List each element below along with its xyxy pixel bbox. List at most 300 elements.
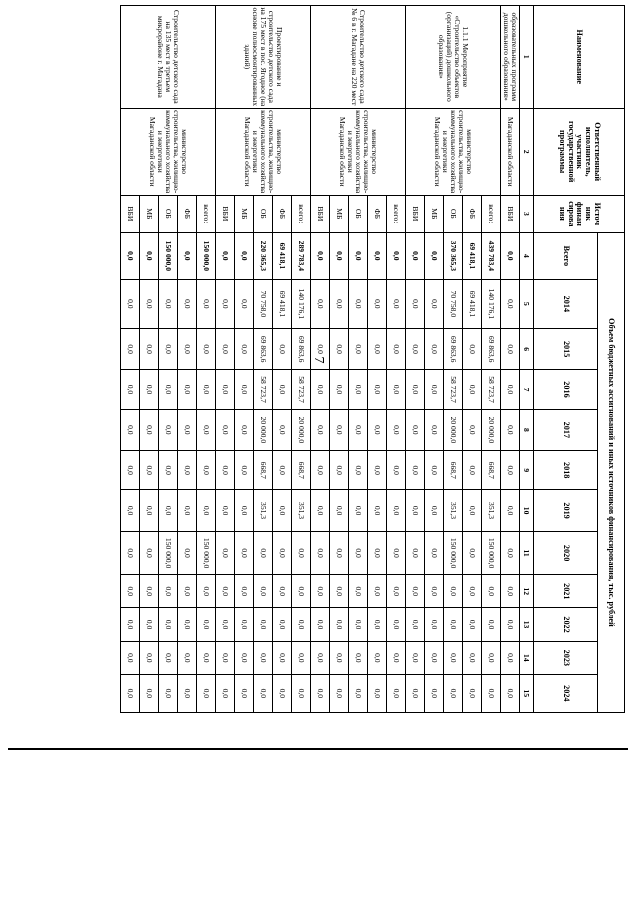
funding-source: ФБ [273, 195, 292, 232]
year-value-2021: 0,0 [140, 575, 159, 608]
year-value-2020: 150 000,0 [482, 531, 501, 575]
year-value-2019: 0,0 [235, 490, 254, 531]
year-value-2018: 0,0 [235, 451, 254, 490]
funding-source: ВБИ [121, 195, 140, 232]
funding-source: ОБ [349, 195, 368, 232]
year-value-2023: 0,0 [235, 641, 254, 674]
year-value-2022: 0,0 [406, 608, 425, 642]
year-value-2022: 0,0 [444, 608, 463, 642]
column-number: 10 [520, 490, 534, 531]
year-value-2019: 0,0 [178, 490, 197, 531]
total-value: 0,0 [368, 232, 387, 279]
year-value-2022: 0,0 [178, 608, 197, 642]
year-value-2023: 0,0 [311, 641, 330, 674]
item-executor: министерство строительства, жилищно-коммунального хозяйства и энергетики Магаданской области [406, 108, 501, 195]
funding-source: ОБ [159, 195, 178, 232]
year-value-2018: 0,0 [140, 451, 159, 490]
header-year-2023: 2023 [534, 641, 598, 674]
year-value-2019: 0,0 [463, 490, 482, 531]
header-year-2021: 2021 [534, 575, 598, 608]
header-executor: Ответственный исполнитель, участник государственной программы [534, 108, 625, 195]
total-value: 0,0 [311, 232, 330, 279]
funding-source: ВБИ [406, 195, 425, 232]
year-value-2014: 0,0 [178, 279, 197, 328]
year-value-2024: 0,0 [387, 674, 406, 712]
year-value-2017: 20 000,0 [482, 409, 501, 450]
year-value-2024: 0,0 [463, 674, 482, 712]
total-value: 0,0 [406, 232, 425, 279]
year-value-2024: 0,0 [425, 674, 444, 712]
year-value-2022: 0,0 [254, 608, 273, 642]
year-value-2023: 0,0 [178, 641, 197, 674]
year-value-2015: 0,0 [368, 328, 387, 369]
funding-source: МБ [140, 195, 159, 232]
year-value-2021: 0,0 [387, 575, 406, 608]
year-value-2023: 0,0 [216, 641, 235, 674]
year-value-2019: 0,0 [121, 490, 140, 531]
year-value-2015: 0,0 [273, 328, 292, 369]
total-value: 0,0 [178, 232, 197, 279]
year-value-2018: 668,7 [292, 451, 311, 490]
column-number: 6 [520, 328, 534, 369]
year-value-2017: 20 000,0 [292, 409, 311, 450]
year-value-2018: 0,0 [368, 451, 387, 490]
year-value-2019: 0,0 [330, 490, 349, 531]
funding-source: ВБИ [216, 195, 235, 232]
year-value-2018: 0,0 [197, 451, 216, 490]
year-value-2017: 0,0 [197, 409, 216, 450]
year-value-2024: 0,0 [273, 674, 292, 712]
funding-source: всего: [292, 195, 311, 232]
year-value-2022: 0,0 [140, 608, 159, 642]
year-value-2022: 0,0 [349, 608, 368, 642]
year-value-2014: 0,0 [349, 279, 368, 328]
year-value-2023: 0,0 [254, 641, 273, 674]
table-row [292, 6, 311, 713]
year-value-2018: 668,7 [444, 451, 463, 490]
year-value-2018: 0,0 [178, 451, 197, 490]
year-value-2019: 351,3 [482, 490, 501, 531]
year-value-2023: 0,0 [406, 641, 425, 674]
year-value-2021: 0,0 [273, 575, 292, 608]
year-value-2016: 58 723,7 [444, 370, 463, 409]
year-value-2021: 0,0 [482, 575, 501, 608]
year-value-2017: 0,0 [235, 409, 254, 450]
year-value-2022: 0,0 [330, 608, 349, 642]
year-value-2015: 0,0 [197, 328, 216, 369]
year-value-2023: 0,0 [387, 641, 406, 674]
year-value-2015: 0,0 [501, 328, 520, 369]
year-value-2023: 0,0 [425, 641, 444, 674]
year-value-2015: 0,0 [216, 328, 235, 369]
year-value-2020: 0,0 [292, 531, 311, 575]
total-value: 0,0 [349, 232, 368, 279]
funding-source: МБ [235, 195, 254, 232]
year-value-2024: 0,0 [216, 674, 235, 712]
year-value-2024: 0,0 [406, 674, 425, 712]
year-value-2014: 0,0 [387, 279, 406, 328]
year-value-2017: 0,0 [178, 409, 197, 450]
year-value-2021: 0,0 [197, 575, 216, 608]
table-row [501, 6, 520, 713]
year-value-2021: 0,0 [349, 575, 368, 608]
year-value-2021: 0,0 [216, 575, 235, 608]
year-value-2016: 0,0 [463, 370, 482, 409]
total-value: 150 000,0 [159, 232, 178, 279]
year-value-2021: 0,0 [425, 575, 444, 608]
header-year-total: Всего [534, 232, 598, 279]
year-value-2020: 0,0 [311, 531, 330, 575]
year-value-2021: 0,0 [406, 575, 425, 608]
year-value-2023: 0,0 [444, 641, 463, 674]
year-value-2022: 0,0 [387, 608, 406, 642]
year-value-2023: 0,0 [140, 641, 159, 674]
year-value-2018: 0,0 [330, 451, 349, 490]
year-value-2018: 0,0 [406, 451, 425, 490]
year-value-2016: 0,0 [197, 370, 216, 409]
funding-source: ОБ [254, 195, 273, 232]
year-value-2014: 0,0 [368, 279, 387, 328]
year-value-2024: 0,0 [444, 674, 463, 712]
year-value-2017: 0,0 [121, 409, 140, 450]
year-value-2024: 0,0 [349, 674, 368, 712]
year-value-2014: 69 418,1 [273, 279, 292, 328]
funding-source: ВБИ [501, 195, 520, 232]
funding-source: МБ [425, 195, 444, 232]
year-value-2014: 0,0 [121, 279, 140, 328]
year-value-2022: 0,0 [235, 608, 254, 642]
year-value-2019: 351,3 [292, 490, 311, 531]
total-value: 0,0 [425, 232, 444, 279]
year-value-2017: 0,0 [406, 409, 425, 450]
year-value-2021: 0,0 [178, 575, 197, 608]
year-value-2014: 0,0 [216, 279, 235, 328]
column-number: 7 [520, 370, 534, 409]
year-value-2019: 351,3 [254, 490, 273, 531]
year-value-2018: 0,0 [216, 451, 235, 490]
horizontal-rule [8, 748, 628, 750]
funding-source: всего: [197, 195, 216, 232]
column-number: 9 [520, 451, 534, 490]
year-value-2023: 0,0 [197, 641, 216, 674]
year-value-2022: 0,0 [121, 608, 140, 642]
year-value-2024: 0,0 [197, 674, 216, 712]
year-value-2015: 69 863,6 [482, 328, 501, 369]
total-value: 0,0 [330, 232, 349, 279]
item-name: Проектирование и строительство детского сада на 175 мест в пос. Ягодное (на основе полносмонтированных зданий) [216, 6, 311, 109]
year-value-2022: 0,0 [501, 608, 520, 642]
year-value-2021: 0,0 [235, 575, 254, 608]
year-value-2016: 0,0 [387, 370, 406, 409]
year-value-2014: 69 418,1 [463, 279, 482, 328]
year-value-2016: 0,0 [501, 370, 520, 409]
header-year-2022: 2022 [534, 608, 598, 642]
year-value-2022: 0,0 [425, 608, 444, 642]
year-value-2015: 69 863,6 [254, 328, 273, 369]
year-value-2016: 0,0 [368, 370, 387, 409]
year-value-2017: 0,0 [368, 409, 387, 450]
year-value-2014: 0,0 [330, 279, 349, 328]
year-value-2015: 0,0 [406, 328, 425, 369]
year-value-2018: 0,0 [349, 451, 368, 490]
year-value-2024: 0,0 [292, 674, 311, 712]
year-value-2019: 0,0 [159, 490, 178, 531]
page-number: 7 [311, 356, 326, 364]
year-value-2018: 0,0 [463, 451, 482, 490]
year-value-2014: 0,0 [311, 279, 330, 328]
year-value-2016: 0,0 [216, 370, 235, 409]
column-number: 4 [520, 232, 534, 279]
year-value-2021: 0,0 [330, 575, 349, 608]
header-year-2024: 2024 [534, 674, 598, 712]
year-value-2017: 0,0 [463, 409, 482, 450]
funding-source: ФБ [463, 195, 482, 232]
year-value-2016: 0,0 [273, 370, 292, 409]
year-value-2021: 0,0 [463, 575, 482, 608]
funding-source: ВБИ [311, 195, 330, 232]
year-value-2016: 0,0 [235, 370, 254, 409]
year-value-2020: 0,0 [463, 531, 482, 575]
year-value-2020: 150 000,0 [197, 531, 216, 575]
total-value: 150 000,0 [197, 232, 216, 279]
year-value-2018: 0,0 [159, 451, 178, 490]
year-value-2020: 0,0 [368, 531, 387, 575]
year-value-2015: 0,0 [349, 328, 368, 369]
year-value-2024: 0,0 [254, 674, 273, 712]
total-value: 289 783,4 [292, 232, 311, 279]
year-value-2017: 20 000,0 [254, 409, 273, 450]
year-value-2021: 0,0 [159, 575, 178, 608]
year-value-2020: 0,0 [254, 531, 273, 575]
year-value-2015: 0,0 [387, 328, 406, 369]
year-value-2023: 0,0 [273, 641, 292, 674]
year-value-2017: 0,0 [159, 409, 178, 450]
year-value-2018: 0,0 [387, 451, 406, 490]
column-number: 5 [520, 279, 534, 328]
year-value-2023: 0,0 [330, 641, 349, 674]
year-value-2016: 58 723,7 [482, 370, 501, 409]
funding-source: ФБ [178, 195, 197, 232]
item-executor: министерство строительства, жилищно-коммунального хозяйства и энергетики Магаданской области [216, 108, 311, 195]
item-executor: Магаданской области [501, 108, 520, 195]
funding-source: ОБ [444, 195, 463, 232]
year-value-2021: 0,0 [254, 575, 273, 608]
year-value-2015: 0,0 [159, 328, 178, 369]
funding-source: ФБ [368, 195, 387, 232]
year-value-2020: 0,0 [235, 531, 254, 575]
column-number: 1 [520, 6, 534, 109]
year-value-2022: 0,0 [463, 608, 482, 642]
year-value-2022: 0,0 [273, 608, 292, 642]
year-value-2015: 0,0 [235, 328, 254, 369]
year-value-2016: 0,0 [406, 370, 425, 409]
year-value-2024: 0,0 [140, 674, 159, 712]
year-value-2016: 58 723,7 [292, 370, 311, 409]
year-value-2016: 0,0 [140, 370, 159, 409]
header-year-2016: 2016 [534, 370, 598, 409]
year-value-2024: 0,0 [178, 674, 197, 712]
year-value-2018: 0,0 [311, 451, 330, 490]
year-value-2017: 0,0 [273, 409, 292, 450]
year-value-2018: 0,0 [121, 451, 140, 490]
year-value-2019: 0,0 [368, 490, 387, 531]
total-value: 439 783,4 [482, 232, 501, 279]
year-value-2018: 0,0 [273, 451, 292, 490]
year-value-2016: 58 723,7 [254, 370, 273, 409]
year-value-2018: 668,7 [482, 451, 501, 490]
year-value-2014: 0,0 [501, 279, 520, 328]
year-value-2014: 0,0 [235, 279, 254, 328]
year-value-2023: 0,0 [121, 641, 140, 674]
year-value-2019: 351,3 [444, 490, 463, 531]
year-value-2024: 0,0 [501, 674, 520, 712]
funding-source: всего: [482, 195, 501, 232]
total-value: 0,0 [216, 232, 235, 279]
year-value-2015: 0,0 [121, 328, 140, 369]
year-value-2024: 0,0 [235, 674, 254, 712]
year-value-2014: 70 758,0 [444, 279, 463, 328]
year-value-2024: 0,0 [311, 674, 330, 712]
year-value-2016: 0,0 [330, 370, 349, 409]
year-value-2024: 0,0 [159, 674, 178, 712]
year-value-2017: 0,0 [387, 409, 406, 450]
year-value-2019: 0,0 [311, 490, 330, 531]
year-value-2023: 0,0 [463, 641, 482, 674]
year-value-2020: 150 000,0 [444, 531, 463, 575]
year-value-2015: 69 863,6 [444, 328, 463, 369]
table-row [197, 6, 216, 713]
year-value-2019: 0,0 [216, 490, 235, 531]
year-value-2024: 0,0 [330, 674, 349, 712]
funding-source: всего: [387, 195, 406, 232]
item-name: Строительство детского сада на 135 мест в третьем микрорайоне г. Магадана [121, 6, 216, 109]
year-value-2024: 0,0 [121, 674, 140, 712]
column-number: 12 [520, 575, 534, 608]
year-value-2014: 0,0 [159, 279, 178, 328]
year-value-2019: 0,0 [273, 490, 292, 531]
year-value-2014: 140 176,1 [292, 279, 311, 328]
year-value-2023: 0,0 [482, 641, 501, 674]
header-name: Наименование [534, 6, 625, 109]
year-value-2014: 140 176,1 [482, 279, 501, 328]
item-name: образовательных программ дошкольного образования» [501, 6, 520, 109]
total-value: 370 365,3 [444, 232, 463, 279]
column-number: 15 [520, 674, 534, 712]
year-value-2019: 0,0 [406, 490, 425, 531]
year-value-2017: 0,0 [501, 409, 520, 450]
year-value-2022: 0,0 [368, 608, 387, 642]
year-value-2020: 150 000,0 [159, 531, 178, 575]
year-value-2020: 0,0 [330, 531, 349, 575]
year-value-2016: 0,0 [121, 370, 140, 409]
year-value-2019: 0,0 [140, 490, 159, 531]
year-value-2014: 70 758,0 [254, 279, 273, 328]
year-value-2021: 0,0 [121, 575, 140, 608]
total-value: 0,0 [387, 232, 406, 279]
year-value-2018: 0,0 [501, 451, 520, 490]
year-value-2023: 0,0 [349, 641, 368, 674]
year-value-2021: 0,0 [292, 575, 311, 608]
year-value-2020: 0,0 [406, 531, 425, 575]
year-value-2020: 0,0 [501, 531, 520, 575]
year-value-2022: 0,0 [482, 608, 501, 642]
header-source: Источ ник финан сирова ния [534, 195, 625, 232]
total-value: 0,0 [121, 232, 140, 279]
year-value-2017: 0,0 [311, 409, 330, 450]
table-row [387, 6, 406, 713]
header-year-2018: 2018 [534, 451, 598, 490]
header-year-2015: 2015 [534, 328, 598, 369]
total-value: 220 365,3 [254, 232, 273, 279]
year-value-2023: 0,0 [159, 641, 178, 674]
year-value-2014: 0,0 [406, 279, 425, 328]
year-value-2020: 0,0 [121, 531, 140, 575]
total-value: 69 418,1 [273, 232, 292, 279]
header-year-2019: 2019 [534, 490, 598, 531]
year-value-2016: 0,0 [159, 370, 178, 409]
year-value-2024: 0,0 [482, 674, 501, 712]
year-value-2018: 668,7 [254, 451, 273, 490]
item-executor: министерство строительства, жилищно-коммунального хозяйства и энергетики Магаданской области [121, 108, 216, 195]
year-value-2021: 0,0 [444, 575, 463, 608]
year-value-2014: 0,0 [197, 279, 216, 328]
column-number: 13 [520, 608, 534, 642]
column-number: 2 [520, 108, 534, 195]
rotated-table-container [40, 5, 625, 713]
year-value-2020: 0,0 [140, 531, 159, 575]
year-value-2023: 0,0 [501, 641, 520, 674]
year-value-2014: 0,0 [140, 279, 159, 328]
total-value: 69 418,1 [463, 232, 482, 279]
year-value-2021: 0,0 [311, 575, 330, 608]
column-number: 8 [520, 409, 534, 450]
year-value-2015: 0,0 [311, 328, 330, 369]
header-financing-group: Объем бюджетных ассигнований и иных источников финансирования, тыс. рублей [598, 232, 625, 712]
year-value-2021: 0,0 [368, 575, 387, 608]
year-value-2019: 0,0 [349, 490, 368, 531]
year-value-2016: 0,0 [311, 370, 330, 409]
year-value-2015: 69 863,6 [292, 328, 311, 369]
year-value-2022: 0,0 [311, 608, 330, 642]
column-number: 11 [520, 531, 534, 575]
funding-source: МБ [330, 195, 349, 232]
year-value-2020: 0,0 [387, 531, 406, 575]
year-value-2019: 0,0 [387, 490, 406, 531]
column-number: 14 [520, 641, 534, 674]
year-value-2014: 0,0 [425, 279, 444, 328]
item-name: 1.1.1 Мероприятие «Строительство объектов (организаций) дошкольного образования» [406, 6, 501, 109]
year-value-2022: 0,0 [292, 608, 311, 642]
header-year-2017: 2017 [534, 409, 598, 450]
year-value-2020: 0,0 [349, 531, 368, 575]
item-name: Строительство детского сада № 6 в г. Магадане на 220 мест [311, 6, 406, 109]
year-value-2020: 0,0 [425, 531, 444, 575]
year-value-2022: 0,0 [197, 608, 216, 642]
year-value-2017: 0,0 [349, 409, 368, 450]
year-value-2024: 0,0 [368, 674, 387, 712]
year-value-2019: 0,0 [197, 490, 216, 531]
year-value-2017: 20 000,0 [444, 409, 463, 450]
year-value-2019: 0,0 [501, 490, 520, 531]
year-value-2017: 0,0 [330, 409, 349, 450]
year-value-2020: 0,0 [178, 531, 197, 575]
year-value-2015: 0,0 [463, 328, 482, 369]
column-number: 3 [520, 195, 534, 232]
financing-table [120, 5, 625, 713]
year-value-2020: 0,0 [216, 531, 235, 575]
year-value-2018: 0,0 [425, 451, 444, 490]
year-value-2023: 0,0 [292, 641, 311, 674]
